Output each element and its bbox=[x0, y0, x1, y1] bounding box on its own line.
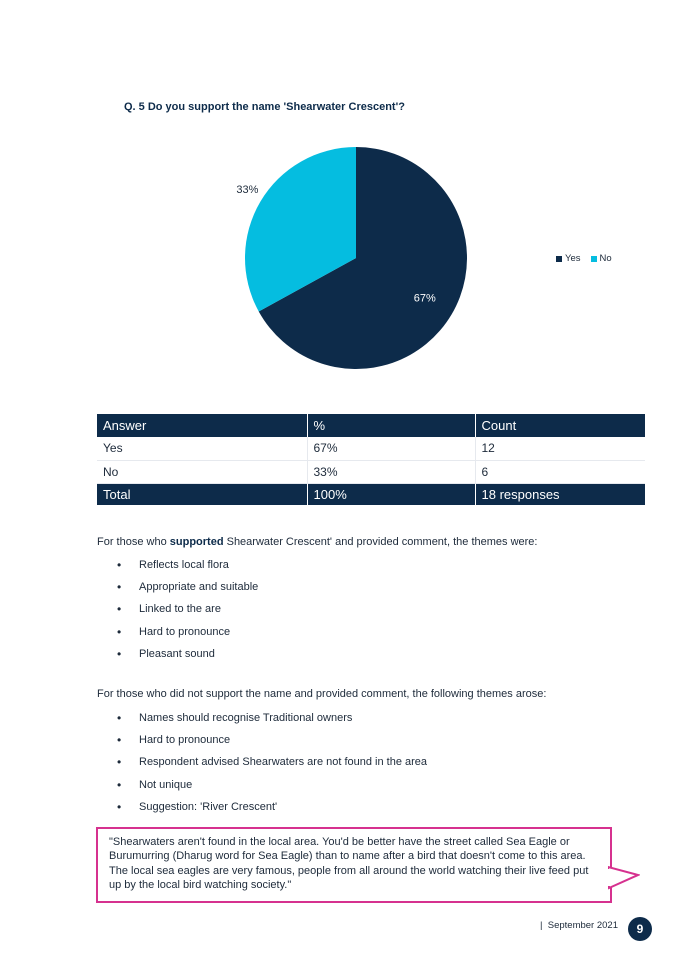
header-percent: % bbox=[307, 414, 475, 437]
header-count: Count bbox=[481, 418, 517, 433]
not-supported-themes-list bbox=[117, 710, 427, 821]
footer-date bbox=[540, 920, 618, 931]
results-table bbox=[97, 414, 645, 505]
table-total-row bbox=[97, 483, 645, 505]
table-row bbox=[97, 437, 645, 460]
question-title: Q. 5 Do you support the name 'Shearwater Crescent'? bbox=[124, 101, 405, 113]
pie-label-no: 33% bbox=[236, 184, 259, 197]
cell-percent: 33% bbox=[307, 460, 475, 483]
list-item: • Hard to pronounce bbox=[117, 624, 258, 646]
footer-separator: | bbox=[540, 920, 543, 931]
chart-legend bbox=[556, 253, 612, 264]
total-percent: 100% bbox=[307, 483, 475, 505]
list-item: • Linked to the are bbox=[117, 601, 258, 623]
cell-answer: No bbox=[97, 460, 307, 483]
supported-intro-bold: supported bbox=[169, 536, 224, 548]
total-label: Total bbox=[97, 483, 307, 505]
footer-date-text: September 2021 bbox=[547, 920, 618, 931]
legend-label-yes: Yes bbox=[565, 253, 581, 264]
list-item: • Not unique bbox=[117, 777, 427, 799]
list-item: • Hard to pronounce bbox=[117, 732, 427, 754]
list-item: • Suggestion: 'River Crescent' bbox=[117, 799, 427, 821]
legend-item-no bbox=[591, 253, 612, 264]
cell-count: 12 bbox=[475, 437, 645, 460]
table-header-row bbox=[97, 414, 645, 437]
legend-swatch-yes bbox=[556, 256, 562, 262]
pie-label-yes: 67% bbox=[413, 292, 436, 305]
quote-callout: "Shearwaters aren't found in the local area. You'd be better have the street called Sea Eagle or Burumurring (Dharug word for Sea Eagle) than to name after a bird that doesn't come to this area. The local sea eagles are very famous, people from all around the world watching their live feed put up by the local bird watching society." bbox=[96, 827, 612, 903]
legend-item-yes bbox=[556, 253, 581, 264]
cell-count: 6 bbox=[475, 460, 645, 483]
list-item: • Names should recognise Traditional owners bbox=[117, 710, 427, 732]
legend-label-no: No bbox=[599, 253, 612, 264]
quote-callout-tail bbox=[608, 864, 640, 890]
not-supported-intro: For those who did not support the name and provided comment, the following themes arose: bbox=[97, 688, 547, 700]
legend-swatch-no bbox=[591, 256, 597, 262]
cell-percent: 67% bbox=[307, 437, 475, 460]
header-answer: Answer bbox=[97, 414, 307, 437]
pie-chart bbox=[0, 0, 682, 400]
supported-intro-after: Shearwater Crescent' and provided comment, the themes were: bbox=[223, 536, 538, 548]
supported-themes-list bbox=[117, 557, 258, 668]
table-row bbox=[97, 460, 645, 483]
list-item: • Appropriate and suitable bbox=[117, 579, 258, 601]
supported-intro-before: For those who bbox=[97, 536, 170, 548]
list-item: • Respondent advised Shearwaters are not found in the area bbox=[117, 754, 427, 776]
cell-answer: Yes bbox=[97, 437, 307, 460]
supported-intro bbox=[97, 536, 537, 548]
total-count: 18 responses bbox=[481, 486, 560, 502]
list-item: • Reflects local flora bbox=[117, 557, 258, 579]
page-number-badge: 9 bbox=[628, 917, 652, 941]
list-item: • Pleasant sound bbox=[117, 646, 258, 668]
